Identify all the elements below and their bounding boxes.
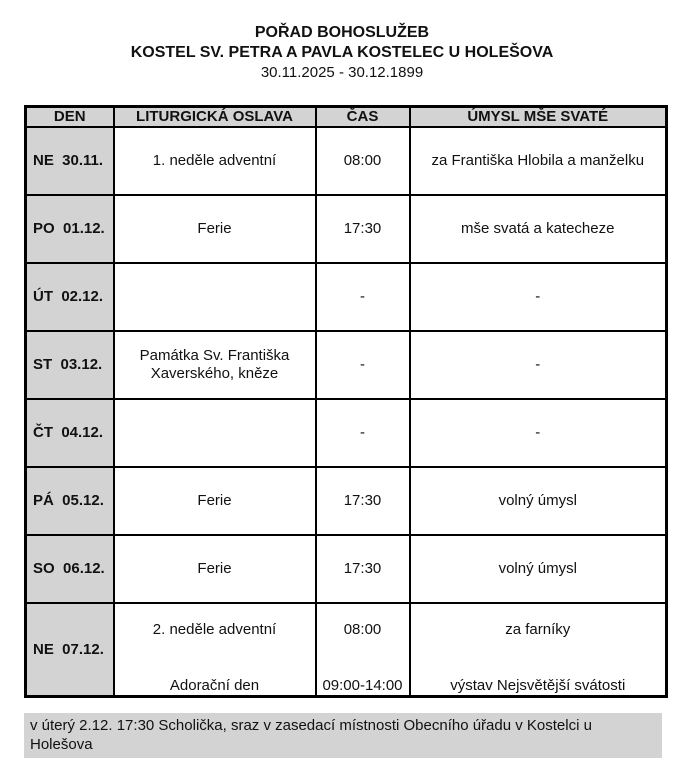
intention-line1: za farníky bbox=[505, 621, 571, 638]
time-cell: 17:30 bbox=[316, 195, 410, 263]
church-name: KOSTEL SV. PETRA A PAVLA KOSTELEC U HOLEŠOVA bbox=[130, 44, 554, 61]
date-range: 30.11.2025 - 30.12.1899 bbox=[260, 64, 424, 81]
time-cell: - bbox=[316, 399, 410, 467]
celebration-cell: 1. neděle adventní bbox=[114, 127, 316, 195]
title-block bbox=[0, 23, 684, 83]
time-cell: - bbox=[316, 331, 410, 399]
day-cell: SO 06.12. bbox=[26, 535, 114, 603]
intention-line2: výstav Nejsvětější svátosti bbox=[450, 677, 626, 694]
table-row bbox=[26, 331, 667, 399]
table-row bbox=[26, 603, 667, 697]
celebration-line2: Adorační den bbox=[169, 677, 260, 694]
celebration-cell: Památka Sv. Františka Xaverského, kněze bbox=[114, 331, 316, 399]
time-cell bbox=[316, 603, 410, 697]
table-row bbox=[26, 127, 667, 195]
time-cell: - bbox=[316, 263, 410, 331]
table-row bbox=[26, 535, 667, 603]
celebration-cell: Ferie bbox=[114, 467, 316, 535]
table-header-row bbox=[26, 107, 667, 128]
footer-note bbox=[24, 713, 662, 758]
schedule-table bbox=[24, 105, 668, 698]
celebration-cell: Ferie bbox=[114, 535, 316, 603]
celebration-cell bbox=[114, 263, 316, 331]
day-cell: ČT 04.12. bbox=[26, 399, 114, 467]
day-cell: NE 30.11. bbox=[26, 127, 114, 195]
intention-cell: - bbox=[410, 399, 667, 467]
header-celebration: LITURGICKÁ OSLAVA bbox=[114, 107, 316, 128]
intention-cell: za Františka Hlobila a manželku bbox=[410, 127, 667, 195]
time-cell: 17:30 bbox=[316, 467, 410, 535]
table-row bbox=[26, 399, 667, 467]
intention-cell: mše svatá a katecheze bbox=[410, 195, 667, 263]
celebration-line1: 2. neděle adventní bbox=[152, 621, 277, 638]
time-line1: 08:00 bbox=[343, 621, 382, 638]
day-cell: ST 03.12. bbox=[26, 331, 114, 399]
header-intention: ÚMYSL MŠE SVATÉ bbox=[410, 107, 667, 128]
page-title: POŘAD BOHOSLUŽEB bbox=[254, 24, 430, 41]
footer-note-line1: v úterý 2.12. 17:30 Scholička, sraz v zasedací místnosti Obecního úřadu v Kostelci u bbox=[30, 717, 592, 734]
celebration-cell bbox=[114, 603, 316, 697]
intention-cell: - bbox=[410, 331, 667, 399]
header-day: DEN bbox=[26, 107, 114, 128]
time-line2: 09:00-14:00 bbox=[322, 677, 403, 694]
intention-cell: volný úmysl bbox=[410, 535, 667, 603]
day-cell: PO 01.12. bbox=[26, 195, 114, 263]
header-time: ČAS bbox=[316, 107, 410, 128]
time-cell: 17:30 bbox=[316, 535, 410, 603]
table-row bbox=[26, 195, 667, 263]
table-row bbox=[26, 263, 667, 331]
intention-cell: volný úmysl bbox=[410, 467, 667, 535]
table-row bbox=[26, 467, 667, 535]
footer-note-line2: Holešova bbox=[30, 736, 93, 753]
intention-cell bbox=[410, 603, 667, 697]
intention-cell: - bbox=[410, 263, 667, 331]
time-cell: 08:00 bbox=[316, 127, 410, 195]
day-cell: NE 07.12. bbox=[26, 603, 114, 697]
celebration-cell: Ferie bbox=[114, 195, 316, 263]
day-cell: PÁ 05.12. bbox=[26, 467, 114, 535]
day-cell: ÚT 02.12. bbox=[26, 263, 114, 331]
celebration-cell bbox=[114, 399, 316, 467]
